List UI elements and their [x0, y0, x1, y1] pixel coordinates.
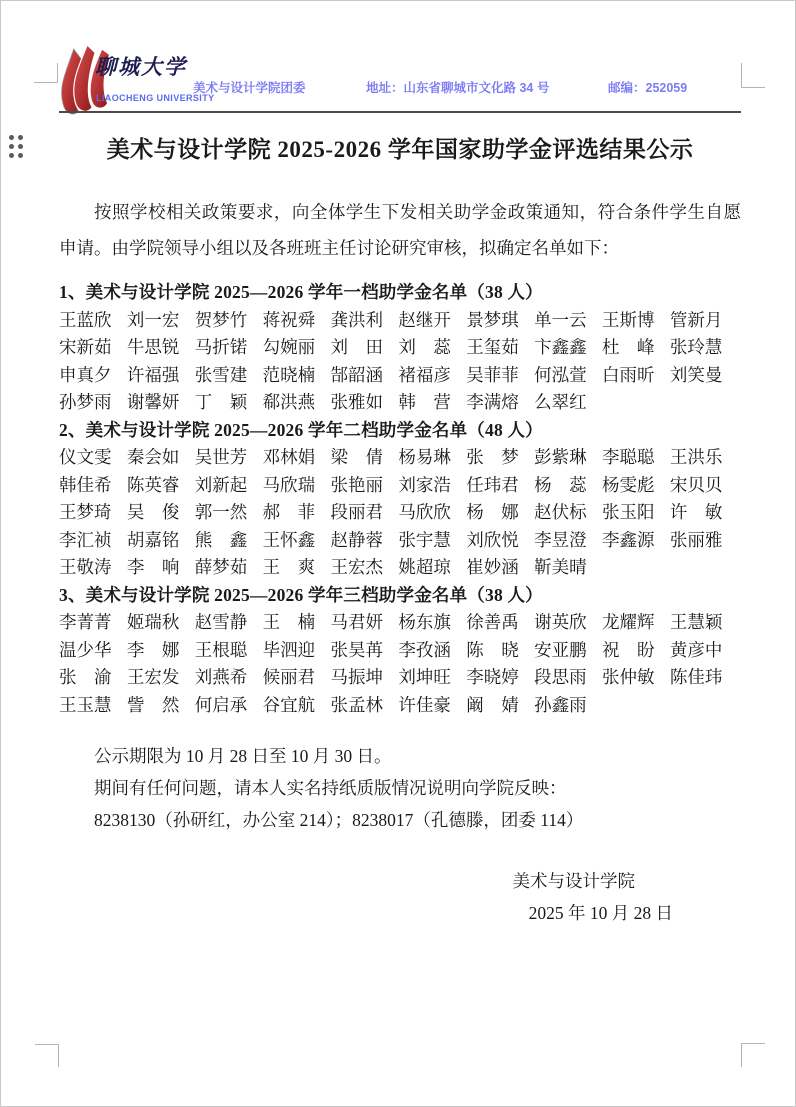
feedback-instruction-line: 期间有任何问题，请本人实名持纸质版情况说明向学院反映：	[94, 778, 567, 798]
text-boundary-mark-top-right	[741, 63, 765, 88]
name-row: 王蓝欣 刘一宏 贺梦竹 蒋祝舜 龚洪利 赵继开 景梦琪 单一云 王斯博 管新月	[59, 309, 723, 330]
university-name-en: LIAOCHENG UNIVERSITY	[96, 93, 215, 103]
contact-line: 8238130（孙研红，办公室 214）；8238017（孔德滕，团委 114）	[94, 810, 584, 830]
award-lists	[59, 279, 741, 719]
letterhead-postcode: 邮编：252059	[608, 81, 688, 95]
university-name-cn: 聊城大学	[95, 55, 187, 79]
name-row: 李菁菁 姬瑞秋 赵雪静 王 楠 马君妍 杨东旗 徐善禹 谢英欣 龙耀辉 王慧颖	[59, 612, 723, 632]
name-row: 宋新茹 牛思锐 马折锘 勾婉丽 刘 田 刘 蕊 王玺茹 卞鑫鑫 杜 峰 张玲慧	[59, 337, 723, 357]
name-row: 张 渝 王宏发 刘燕希 候丽君 马振坤 刘坤旺 李晓婷 段思雨 张仲敏 陈佳玮	[59, 667, 723, 687]
name-row: 李汇祯 胡嘉铭 熊 鑫 王怀鑫 赵静蓉 张宇慧 刘欣悦 李昱澄 李鑫源 张丽雅	[59, 529, 723, 550]
letterhead-divider	[59, 111, 741, 113]
name-row: 仪文雯 秦会如 吴世芳 邓林娟 梁 倩 杨易琳 张 梦 彭紫琳 李聪聪 王洪乐	[59, 447, 723, 467]
publicity-period-line: 公示期限为 10 月 28 日至 10 月 30 日。	[94, 746, 392, 766]
name-row: 王梦琦 吴 俊 郭一然 郝 菲 段丽君 马欣欣 杨 娜 赵伏标 张玉阳 许 敏	[59, 502, 723, 522]
letterhead-department: 美术与设计学院团委	[193, 81, 306, 95]
name-row: 温少华 李 娜 王根聪 毕泗迎 张昊苒 李孜涵 陈 晓 安亚鹏 祝 盼 黄彦中	[59, 639, 723, 660]
name-row: 孙梦雨 谢馨妍 丁 颖 郗洪燕 张雅如 韩 营 李满熔 么翠红	[59, 392, 587, 412]
name-row: 韩佳希 陈英睿 刘新起 马欣瑞 张艳丽 刘家浩 任玮君 杨 蕊 杨雯彪 宋贝贝	[59, 474, 723, 495]
section-2-heading: 2、美术与设计学院 2025—2026 学年二档助学金名单（48 人）	[59, 419, 543, 440]
text-boundary-mark-bottom-right	[741, 1043, 765, 1067]
signature-organization: 美术与设计学院	[512, 871, 635, 891]
signature-date: 2025 年 10 月 28 日	[528, 903, 673, 923]
section-1-heading: 1、美术与设计学院 2025—2026 学年一档助学金名单（38 人）	[59, 282, 543, 302]
name-row: 王玉慧 訾 然 何启承 谷宜航 张孟林 许佳豪 阚 婧 孙鑫雨	[59, 694, 587, 715]
section-3-heading: 3、美术与设计学院 2025—2026 学年三档助学金名单（38 人）	[59, 584, 543, 605]
text-boundary-mark-bottom-left	[35, 1044, 59, 1067]
notice-notes	[59, 740, 741, 836]
letterhead-address: 地址：山东省聊城市文化路 34 号	[366, 81, 550, 95]
signature-block	[59, 865, 741, 929]
intro-paragraph: 按照学校相关政策要求，向全体学生下发相关助学金政策通知，符合条件学生自愿申请。由学院领导小组以及各班班主任讨论研究审核，拟确定名单如下：	[59, 202, 741, 258]
name-row: 申真夕 许福强 张雪建 范晓楠 郜韶涵 褚福彦 吴菲菲 何泓萱 白雨昕 刘笑曼	[59, 364, 723, 385]
page-title: 美术与设计学院 2025-2026 学年国家助学金评选结果公示	[106, 137, 694, 162]
document-body	[59, 121, 741, 929]
drag-handle-icon[interactable]	[9, 135, 23, 158]
name-row: 王敬涛 李 响 薛梦茹 王 爽 王宏杰 姚超琼 崔妙涵 靳美晴	[59, 557, 587, 577]
